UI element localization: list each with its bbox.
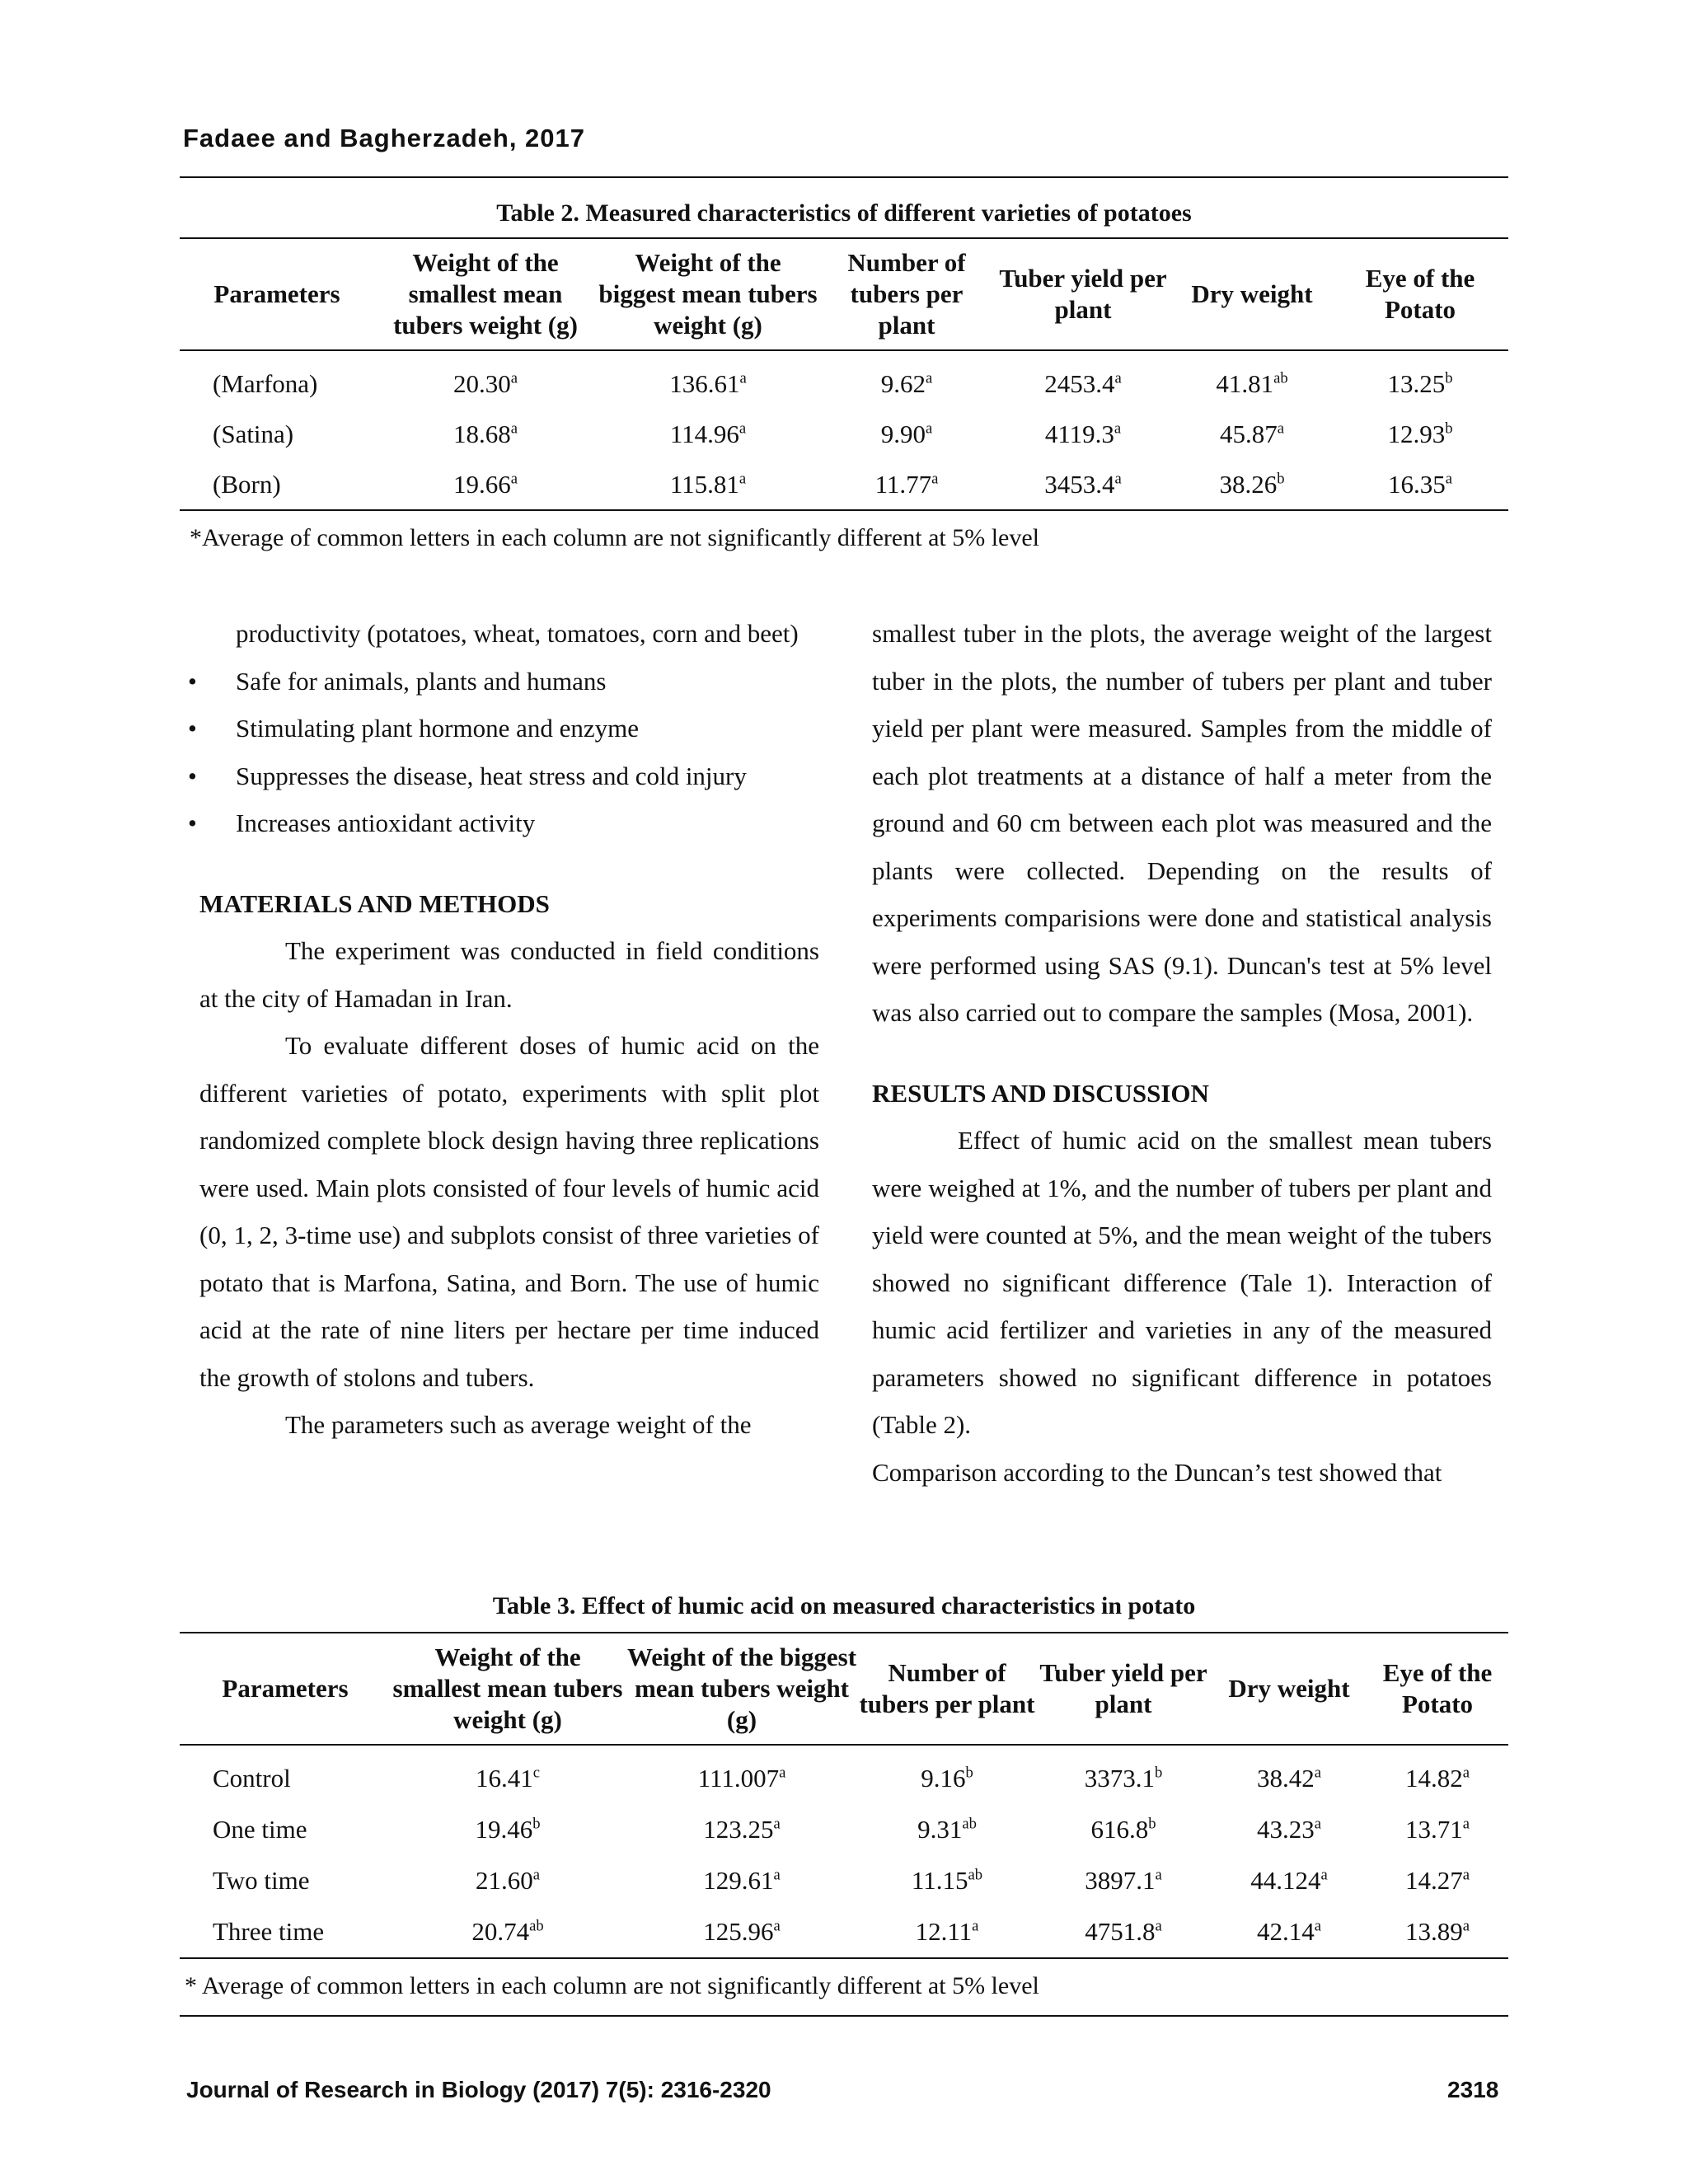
bullet-icon: • [188,714,197,743]
cell-value: 16.35 [1387,469,1446,499]
cell-value: 9.90 [880,419,926,448]
significance-letter: a [1155,1917,1162,1935]
significance-letter: a [738,419,747,438]
table-2-grid [180,237,1508,511]
significance-letter: b [965,1764,973,1782]
bullet-item [188,658,819,705]
bullet-text: Safe for animals, plants and humans [236,666,607,696]
left-column [188,610,819,1449]
table-row [180,1906,1508,1958]
significance-letter: ab [962,1815,977,1833]
cell-value: 13.71 [1404,1815,1463,1844]
significance-letter: b [1148,1815,1156,1833]
table-cell [391,1906,625,1958]
table-cell [994,409,1172,459]
significance-letter: a [972,1917,979,1935]
page-number: 2318 [1447,2077,1499,2102]
row-label: Control [213,1764,291,1793]
table-cell [994,459,1172,510]
significance-letter: a [532,1866,540,1884]
significance-letter: a [1462,1764,1470,1782]
paragraph: The parameters such as average weight of the [285,1410,752,1439]
table-cell [1035,1855,1212,1906]
table-cell [374,350,597,409]
significance-letter: a [510,369,518,387]
table-cell [391,1855,625,1906]
table-cell [859,1745,1035,1804]
table-2-header-row [180,238,1508,350]
cell-value: 2453.4 [1044,368,1115,398]
cell-value: 123.25 [703,1815,774,1844]
cell-value: 111.007 [697,1764,780,1793]
table-2-col-header: Parameters [180,238,374,350]
section-title-results: RESULTS AND DISCUSSION [872,1078,1209,1108]
cell-value: 9.62 [880,368,926,398]
table-cell [1035,1906,1212,1958]
table-cell [859,1855,1035,1906]
table-3-col-header: Parameters [180,1633,391,1745]
table-2-col-header: Weight of the biggest mean tubers weight (g) [597,238,819,350]
cell-value: 18.68 [452,419,511,448]
cell-value: 9.31 [917,1815,963,1844]
paragraph: Comparison according to the Duncan’s test showed that [872,1457,1442,1487]
bullet-icon: • [188,666,197,696]
table-cell [625,1855,859,1906]
significance-letter: c [532,1764,540,1782]
table-cell [819,350,994,409]
cell-value: 38.26 [1219,469,1278,499]
table-3-col-header: Number of tubers per plant [859,1633,1035,1745]
row-label: Three time [180,1906,391,1958]
table-cell [597,459,819,510]
cell-value: 14.82 [1404,1764,1463,1793]
significance-letter: ab [529,1917,544,1935]
significance-letter: a [738,470,747,488]
cell-value: 42.14 [1256,1917,1315,1946]
table-cell [374,459,597,510]
table-cell [1367,1745,1508,1804]
table-cell [1035,1745,1212,1804]
right-column [872,610,1492,1496]
bullet-item [188,799,819,847]
table-2-caption: Table 2. Measured characteristics of different varieties of potatoes [496,199,1192,227]
row-label: One time [213,1815,307,1844]
significance-letter: a [925,419,933,438]
significance-letter: b [1445,369,1453,387]
table-3-caption: Table 3. Effect of humic acid on measured characteristics in potato [492,1592,1196,1619]
significance-letter: a [1114,369,1122,387]
cell-value: 13.25 [1387,368,1446,398]
cell-value: 19.66 [452,469,511,499]
cell-value: 129.61 [703,1866,774,1895]
significance-letter: a [510,419,518,438]
significance-letter: a [1314,1764,1321,1782]
table-cell [1212,1745,1367,1804]
cell-value: 136.61 [669,368,740,398]
cell-value: 3453.4 [1044,469,1115,499]
table-2 [180,199,1508,552]
table-cell [1332,409,1508,459]
table-cell [391,1804,625,1855]
cell-value: 12.11 [915,1917,973,1946]
table-cell [625,1906,859,1958]
table-3 [180,1592,1508,2017]
table-cell [1332,350,1508,409]
significance-letter: a [1320,1866,1328,1884]
significance-letter: b [1277,470,1285,488]
cell-value: 20.74 [471,1917,530,1946]
cell-value: 4119.3 [1044,419,1114,448]
table-3-footnote: * Average of common letters in each column are not significantly different at 5% level [180,1972,1508,2017]
table-3-header-row [180,1633,1508,1745]
cell-value: 38.42 [1256,1764,1315,1793]
cell-value: 45.87 [1219,419,1278,448]
cell-value: 20.30 [452,368,511,398]
table-cell [1367,1906,1508,1958]
continuation-text: productivity (potatoes, wheat, tomatoes, corn and beet) [236,619,799,648]
row-label: (Satina) [213,419,294,448]
cell-value: 41.81 [1216,368,1274,398]
table-cell [1367,1855,1508,1906]
significance-letter: a [1445,470,1452,488]
bullet-list [188,658,819,847]
significance-letter: a [931,470,939,488]
table-cell [859,1804,1035,1855]
cell-value: 43.23 [1256,1815,1315,1844]
significance-letter: a [739,369,747,387]
cell-value: 3373.1 [1084,1764,1155,1793]
cell-value: 114.96 [669,419,739,448]
table-row [180,1855,1508,1906]
table-2-col-header: Dry weight [1172,238,1332,350]
cell-value: 14.27 [1404,1866,1463,1895]
table-cell [1367,1804,1508,1855]
cell-value: 4751.8 [1085,1917,1156,1946]
significance-letter: ab [1273,369,1288,387]
table-cell [819,459,994,510]
table-cell [391,1745,625,1804]
cell-value: 13.89 [1404,1917,1463,1946]
cell-value: 3897.1 [1085,1866,1156,1895]
cell-value: 115.81 [669,469,739,499]
journal-citation: Journal of Research in Biology (2017) 7(5): 2316-2320 [186,2077,771,2102]
cell-value: 616.8 [1090,1815,1149,1844]
significance-letter: a [779,1764,786,1782]
significance-letter: a [773,1866,781,1884]
significance-letter: a [1114,470,1122,488]
table-cell [374,409,597,459]
table-row [180,459,1508,510]
table-cell [1212,1804,1367,1855]
table-3-col-header: Eye of the Potato [1367,1633,1508,1745]
cell-value: 12.93 [1387,419,1446,448]
cell-value: 11.15 [911,1866,968,1895]
cell-value: 44.124 [1250,1866,1321,1895]
bullet-item [188,705,819,752]
bullet-item [188,752,819,800]
table-cell [994,350,1172,409]
cell-value: 125.96 [703,1917,774,1946]
table-3-col-header: Weight of the biggest mean tubers weight (g) [625,1633,859,1745]
significance-letter: a [1277,419,1284,438]
significance-letter: a [1314,1815,1321,1833]
table-2-footnote: *Average of common letters in each column are not significantly different at 5% level [190,524,1040,551]
significance-letter: a [925,369,933,387]
table-row [180,1745,1508,1804]
table-cell [625,1745,859,1804]
table-cell [1172,350,1332,409]
table-3-grid [180,1632,1508,1959]
row-label: (Marfona) [213,368,318,398]
table-cell [1172,409,1332,459]
significance-letter: a [1462,1917,1470,1935]
cell-value: 16.41 [475,1764,533,1793]
cell-value: 11.77 [874,469,932,499]
significance-letter: a [1462,1866,1470,1884]
significance-letter: a [773,1917,781,1935]
table-row [180,409,1508,459]
table-cell [625,1804,859,1855]
cell-value: 19.46 [475,1815,533,1844]
significance-letter: a [773,1815,781,1833]
table-3-col-header: Dry weight [1212,1633,1367,1745]
bullet-icon: • [188,808,197,837]
table-3-col-header: Weight of the smallest mean tubers weight (g) [391,1633,625,1745]
section-title-materials: MATERIALS AND METHODS [199,888,550,918]
running-head: Fadaee and Bagherzadeh, 2017 [183,124,586,152]
significance-letter: a [1314,1917,1321,1935]
cell-value: 21.60 [475,1866,533,1895]
table-cell [1035,1804,1212,1855]
significance-letter: b [1154,1764,1163,1782]
bullet-text: Stimulating plant hormone and enzyme [236,714,640,743]
significance-letter: b [532,1815,541,1833]
significance-letter: b [1445,419,1453,438]
bullet-text: Increases antioxidant activity [236,808,536,837]
table-cell [1212,1906,1367,1958]
significance-letter: a [1462,1815,1470,1833]
table-cell [1332,459,1508,510]
header-rule [180,176,1508,178]
table-cell [819,409,994,459]
table-row [180,350,1508,409]
table-cell [597,409,819,459]
paragraph: smallest tuber in the plots, the average weight of the largest tuber in the plots, the number of tubers per plant and tuber yield per plant were measured. Samples from the middle of each plot treatments at a distance of half a meter from the ground and 60 cm between each plot was measured and the plants were collected. Depending on the results of experiments comparisions were done and statistical analysis were performed using SAS (9.1). Duncan's test at 5% level was also carried out to compare the samples (Mosa, 2001). [872,619,1492,1027]
table-cell [1212,1855,1367,1906]
row-label: (Born) [180,459,374,510]
row-label: Two time [213,1866,310,1895]
paragraph: Effect of humic acid on the smallest mean tubers were weighed at 1%, and the number of tubers per plant and yield were counted at 5%, and the mean weight of the tubers showed no significant difference (Tale 1). Interaction of humic acid fertilizer and varieties in any of the measured parameters showed no significant difference in potatoes (Table 2). [872,1126,1492,1439]
bullet-icon: • [188,761,197,790]
table-cell [859,1906,1035,1958]
table-3-col-header: Tuber yield per plant [1035,1633,1212,1745]
significance-letter: a [510,470,518,488]
paragraph: The experiment was conducted in field conditions at the city of Hamadan in Iran. [199,936,819,1013]
table-cell [597,350,819,409]
table-cell [1172,459,1332,510]
table-2-col-header: Number of tubers per plant [819,238,994,350]
table-2-col-header: Weight of the smallest mean tubers weight (g) [374,238,597,350]
table-2-col-header: Tuber yield per plant [994,238,1172,350]
paragraph: To evaluate different doses of humic acid on the different varieties of potato, experiments with split plot randomized complete block design having three replications were used. Main plots consisted of four levels of humic acid (0, 1, 2, 3-time use) and subplots consist of three varieties of potato that is Marfona, Satina, and Born. The use of humic acid at the rate of nine liters per hectare per time induced the growth of stolons and tubers. [199,1031,819,1392]
table-2-col-header: Eye of the Potato [1332,238,1508,350]
table-row [180,1804,1508,1855]
significance-letter: ab [968,1866,983,1884]
cell-value: 9.16 [921,1764,966,1793]
bullet-text: Suppresses the disease, heat stress and cold injury [236,761,747,790]
significance-letter: a [1155,1866,1162,1884]
significance-letter: a [1114,419,1122,438]
